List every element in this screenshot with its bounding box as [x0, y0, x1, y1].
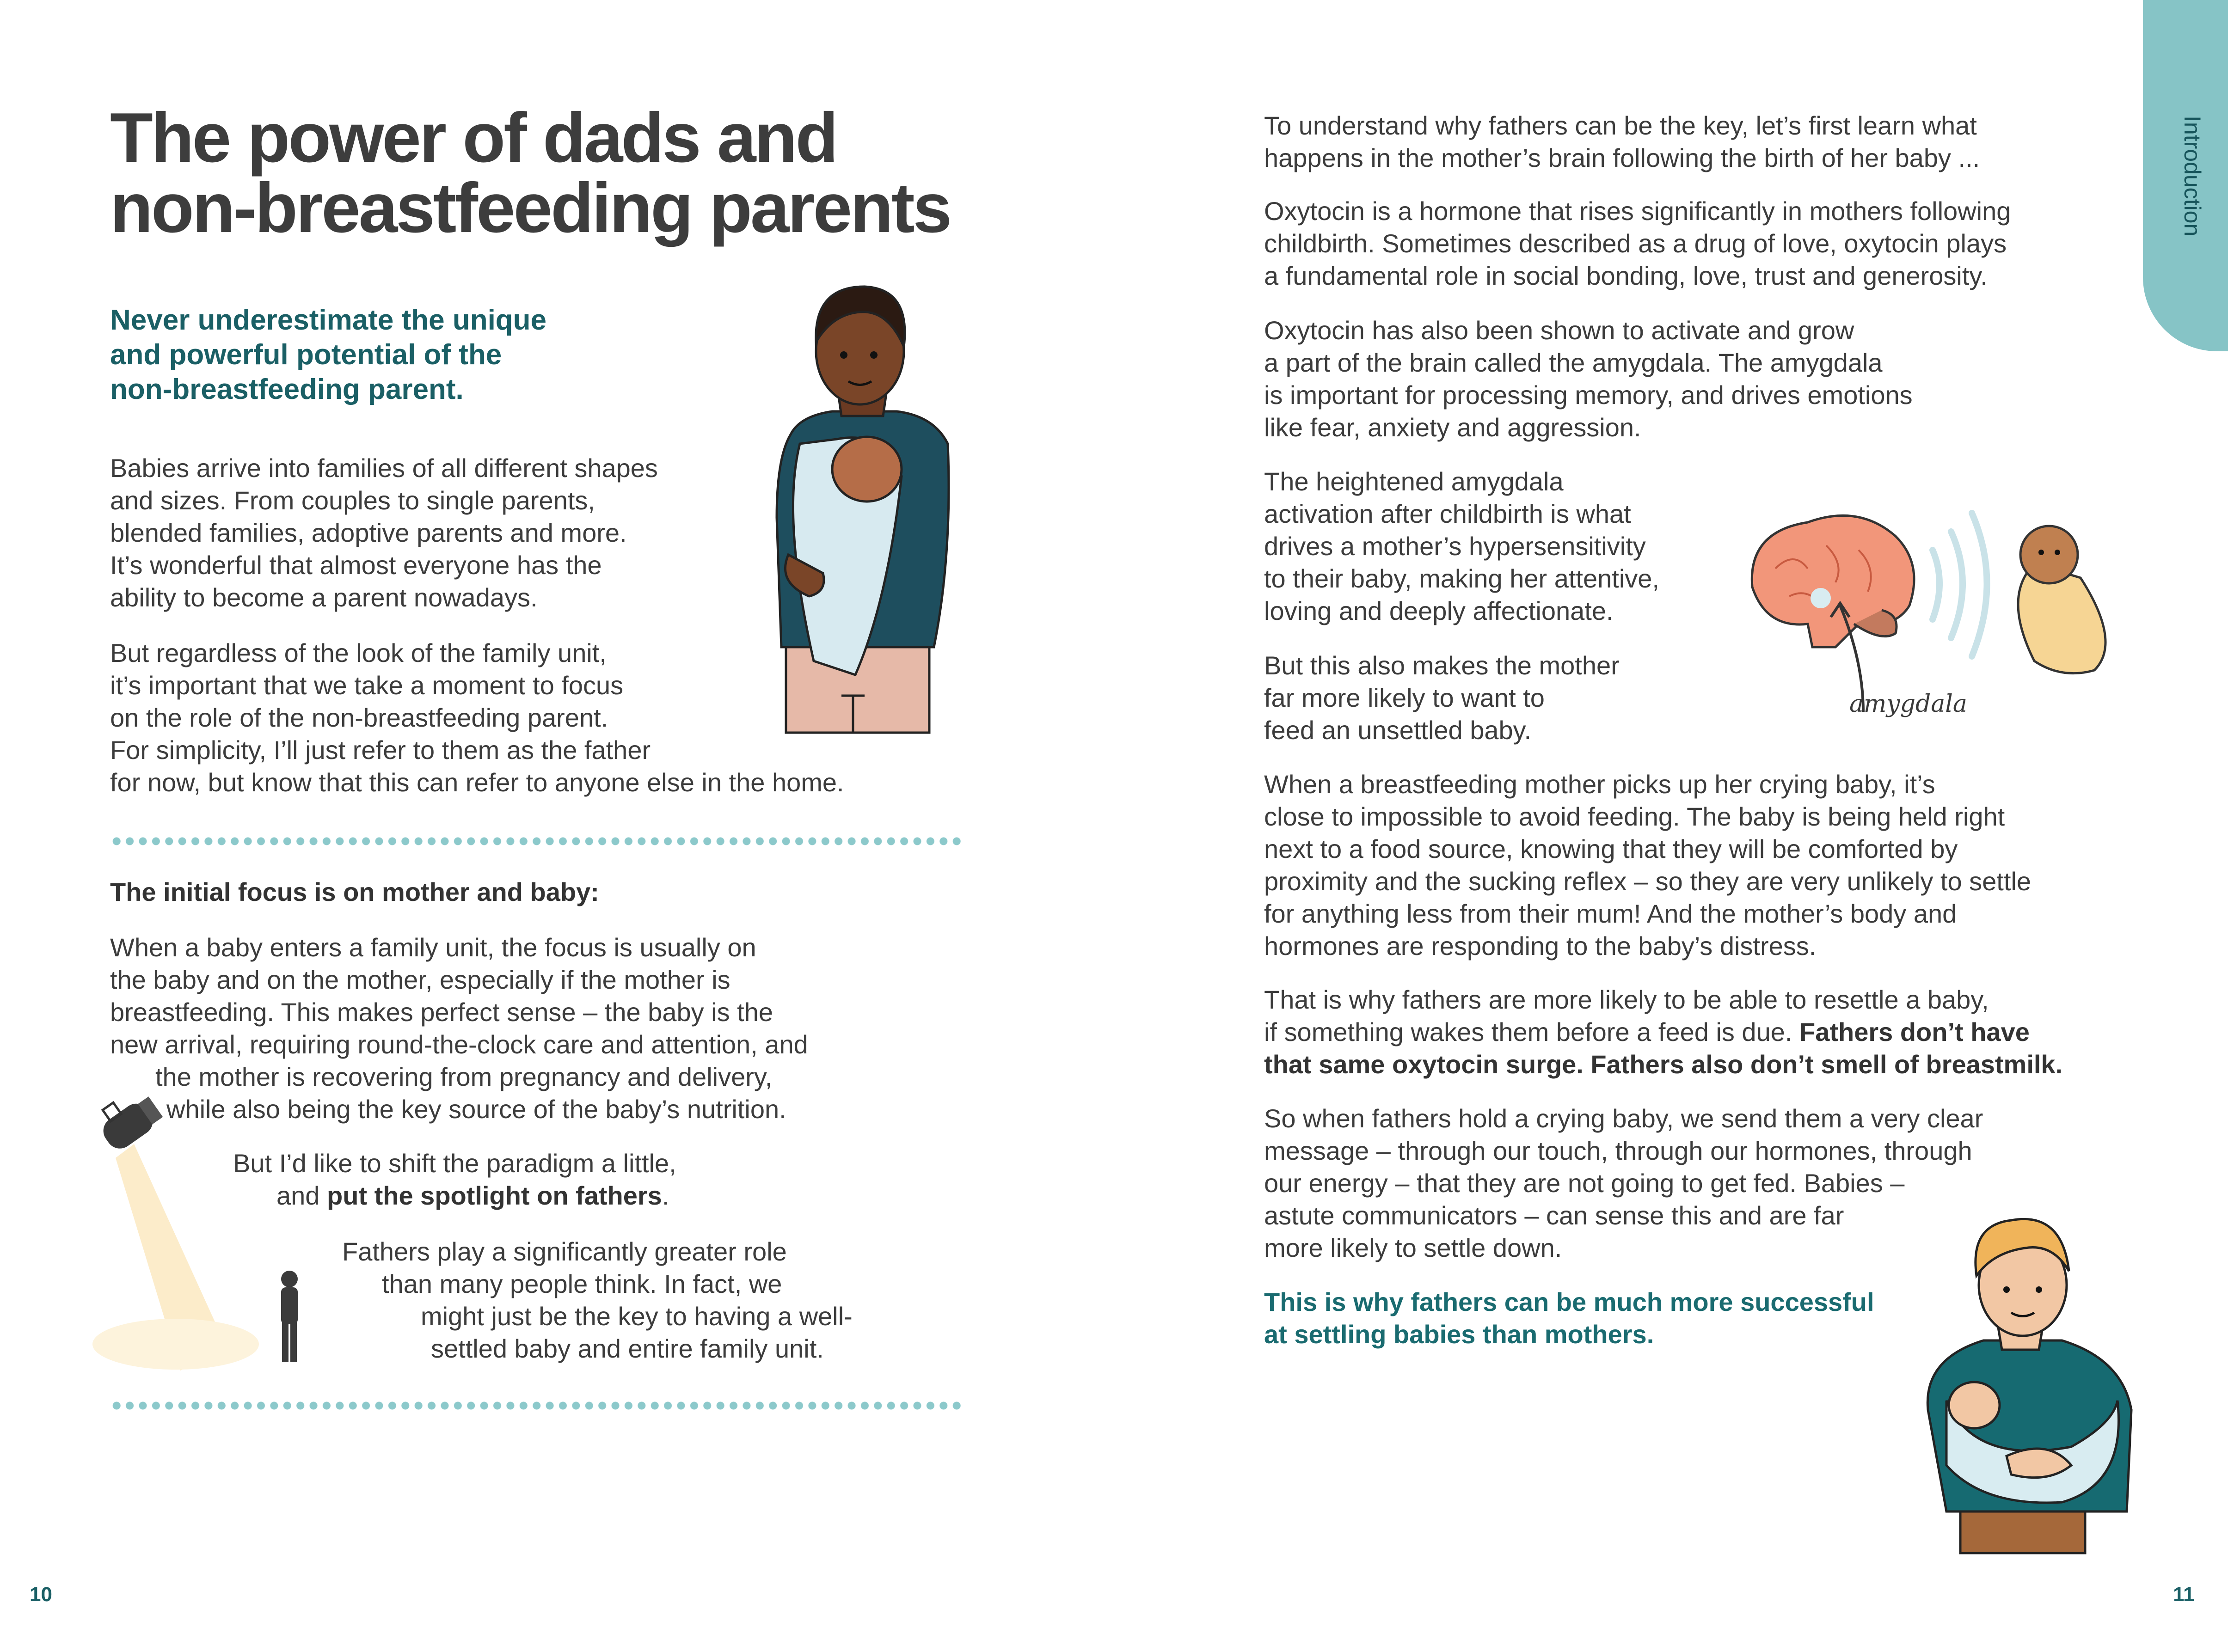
text-span: if something wakes them before a feed is due. — [1264, 1017, 1799, 1046]
text-line: Oxytocin is a hormone that rises significantly in mothers following — [1264, 196, 2011, 226]
page-number-right: 11 — [2173, 1583, 2195, 1606]
text-line: than many people think. In fact, we — [382, 1269, 782, 1298]
text-line: hormones are responding to the baby’s distress. — [1264, 931, 1817, 961]
lead-line-1: Never underestimate the unique — [110, 304, 547, 336]
text-line: is important for processing memory, and drives emotions — [1264, 380, 1913, 410]
text-line: at settling babies than mothers. — [1264, 1320, 1654, 1349]
text-line — [1264, 1048, 2142, 1081]
text-line: Babies arrive into families of all different shapes — [110, 453, 658, 483]
fathers-paragraph — [342, 1236, 943, 1365]
emphasis-text: that same oxytocin surge. Fathers also don’t smell of breastmilk. — [1264, 1050, 2063, 1079]
right-paragraph-1 — [1264, 110, 2142, 174]
text-line: to their baby, making her attentive, — [1264, 564, 1659, 593]
page-number-left: 10 — [30, 1583, 52, 1606]
text-line: more likely to settle down. — [1264, 1233, 1562, 1262]
text-line: So when fathers hold a crying baby, we send them a very clear — [1264, 1104, 1983, 1133]
text-line: It’s wonderful that almost everyone has the — [110, 551, 602, 580]
amygdala-label: amygdala — [1849, 690, 1967, 718]
lead-text — [110, 303, 642, 407]
text-line: feed an unsettled baby. — [1264, 716, 1532, 745]
text-line: activation after childbirth is what — [1264, 499, 1631, 528]
dotted-divider-bottom — [110, 1401, 961, 1410]
spotlight-emphasis: put the spotlight on fathers — [327, 1181, 662, 1210]
right-paragraph-6 — [1264, 768, 2142, 962]
emphasis-text: Fathers don’t have — [1799, 1017, 2030, 1046]
spotlight-line-1: But I’d like to shift the paradigm a little, — [233, 1149, 676, 1178]
text-line: message – through our touch, through our hormones, through — [1264, 1136, 1972, 1165]
right-paragraph-7 — [1264, 984, 2142, 1081]
text-line: But regardless of the look of the family unit, — [110, 638, 607, 667]
text-line: breastfeeding. This makes perfect sense – the baby is the — [110, 997, 773, 1027]
text-line: happens in the mother’s brain following the birth of her baby ... — [1264, 143, 1980, 172]
spotlight-line-2 — [276, 1180, 669, 1212]
section-tab-label: Introduction — [2179, 116, 2205, 237]
lead-line-3: non-breastfeeding parent. — [110, 373, 464, 405]
text-line: and sizes. From couples to single parents, — [110, 486, 595, 515]
text-line: far more likely to want to — [1264, 683, 1545, 712]
text-line: might just be the key to having a well- — [421, 1302, 853, 1331]
text-line: When a breastfeeding mother picks up her crying baby, it’s — [1264, 770, 1935, 799]
text-line: the baby and on the mother, especially if the mother is — [110, 965, 730, 994]
text-span: and — [276, 1181, 327, 1210]
text-line: ability to become a parent nowadays. — [110, 583, 538, 612]
text-line: while also being the key source of the baby’s nutrition. — [166, 1095, 786, 1124]
title-line-2: non-breastfeeding parents — [110, 169, 951, 247]
text-line: To understand why fathers can be the key, let’s first learn what — [1264, 111, 1977, 140]
dotted-divider-top — [110, 837, 961, 845]
title-line-1: The power of dads and — [110, 98, 837, 177]
text-line: for anything less from their mum! And the mother’s body and — [1264, 899, 1957, 928]
text-line: close to impossible to avoid feeding. The baby is being held right — [1264, 802, 2005, 831]
text-line: Fathers play a significantly greater role — [342, 1237, 787, 1266]
text-line: childbirth. Sometimes described as a drug of love, oxytocin plays — [1264, 229, 2007, 258]
right-paragraph-5 — [1264, 649, 1680, 746]
text-line: new arrival, requiring round-the-clock care and attention, and — [110, 1030, 808, 1059]
text-line: But this also makes the mother — [1264, 651, 1620, 680]
text-line: on the role of the non-breastfeeding parent. — [110, 703, 608, 732]
text-line: For simplicity, I’ll just refer to them as the father — [110, 735, 651, 765]
text-line: next to a food source, knowing that they will be comforted by — [1264, 834, 1958, 863]
text-line — [1264, 1016, 2142, 1048]
text-line: Oxytocin has also been shown to activate and grow — [1264, 316, 1854, 345]
text-line: a part of the brain called the amygdala. The amygdala — [1264, 348, 1883, 377]
text-line: The heightened amygdala — [1264, 467, 1564, 496]
text-line: blended families, adoptive parents and more. — [110, 518, 627, 547]
page-title — [110, 98, 988, 247]
text-line: a fundamental role in social bonding, love, trust and generosity. — [1264, 261, 1988, 290]
intro-paragraph-1 — [110, 452, 757, 614]
text-line: loving and deeply affectionate. — [1264, 596, 1614, 625]
text-line: settled baby and entire family unit. — [431, 1334, 824, 1363]
text-line: drives a mother’s hypersensitivity — [1264, 532, 1646, 561]
text-line: astute communicators – can sense this and are far — [1264, 1201, 1844, 1230]
text-line: When a baby enters a family unit, the focus is usually on — [110, 933, 756, 962]
text-line: like fear, anxiety and aggression. — [1264, 413, 1641, 442]
right-paragraph-2 — [1264, 195, 2142, 292]
text-line: the mother is recovering from pregnancy and delivery, — [155, 1062, 773, 1091]
section-subheading: The initial focus is on mother and baby: — [110, 877, 599, 906]
text-line: our energy – that they are not going to get fed. Babies – — [1264, 1169, 1905, 1198]
right-paragraph-3 — [1264, 314, 2142, 444]
father-holding-baby-illustration — [1909, 1206, 2141, 1558]
lead-line-2: and powerful potential of the — [110, 339, 502, 371]
text-span: . — [662, 1181, 669, 1210]
text-line: it’s important that we take a moment to focus — [110, 671, 624, 700]
text-line: proximity and the sucking reflex – so they are very unlikely to settle — [1264, 867, 2031, 896]
right-paragraph-4 — [1264, 465, 1726, 627]
text-line: for now, but know that this can refer to anyone else in the home. — [110, 768, 844, 797]
intro-paragraph-2 — [110, 637, 988, 799]
text-line: This is why fathers can be much more successful — [1264, 1287, 1874, 1316]
text-line: That is why fathers are more likely to be able to resettle a baby, — [1264, 985, 1989, 1014]
